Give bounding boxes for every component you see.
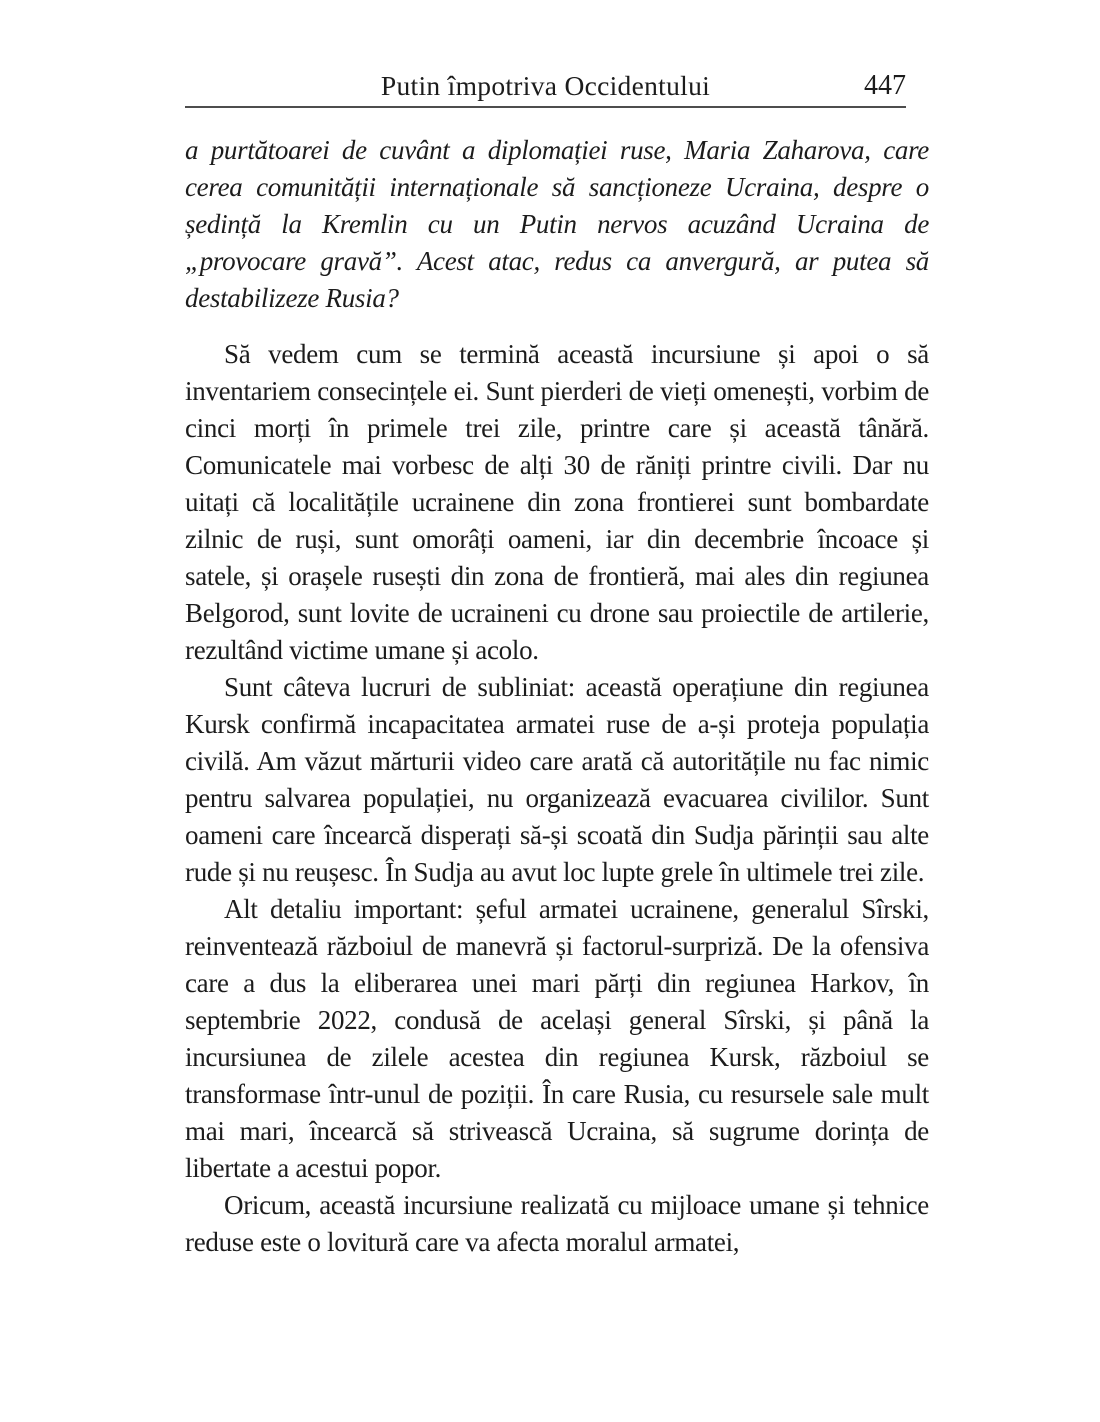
running-header (185, 70, 906, 108)
answer-paragraph-3: Alt detaliu important: șeful armatei ucrainene, generalul Sîrski, reinventează războiul de manevră și factorul-surpriză. De la ofensiva care a dus la eliberarea unei mari părți din regiunea Harkov, în septembrie 2022, condusă de același general Sîrski, și până la incursiunea de zilele acestea din regiunea Kursk, războiul se transformase într-unul de poziții. În care Rusia, cu resursele sale mult mai mari, încearcă să strivească Ucraina, să sugrume dorința de libertate a acestui popor. (185, 894, 929, 1183)
interview-question-paragraph: a purtătoarei de cuvânt a diplomației ruse, Maria Zaharova, care cerea comunității internaționale să sancționeze Ucraina, despre o ședință la Kremlin cu un Putin nervos acuzând Ucraina de „provocare gravă”. Acest atac, redus ca anvergură, ar putea să destabilizeze Rusia? (185, 135, 929, 313)
answer-paragraph-4: Oricum, această incursiune realizată cu mijloace umane și tehnice reduse este o lovitură care va afecta moralul armatei, (185, 1190, 929, 1257)
answer-paragraph-1: Să vedem cum se termină această incursiune și apoi o să inventariem consecințele ei. Sunt pierderi de vieți omenești, vorbim de cinci morți în primele trei zile, printre care și această tânără. Comunicatele mai vorbesc de alți 30 de răniți printre civili. Dar nu uitați că localitățile ucrainene din zona frontierei sunt bombardate zilnic de ruși, sunt omorâți oameni, iar din decembrie încoace și satele, și orașele rusești din zona de frontieră, mai ales din regiunea Belgorod, sunt lovite de ucraineni cu drone sau proiectile de artilerie, rezultând victime umane și acolo. (185, 339, 929, 665)
header-rule (185, 106, 906, 108)
running-title: Putin împotriva Occidentului (380, 70, 711, 101)
page-number: 447 (864, 70, 906, 101)
answer-paragraph-2: Sunt câteva lucruri de subliniat: această operațiune din regiunea Kursk confirmă incapacitatea armatei ruse de a-și proteja populația civilă. Am văzut mărturii video care arată că autoritățile nu fac nimic pentru salvarea populației, nu organizează evacuarea civililor. Sunt oameni care încearcă disperați să-și scoată din Sudja părinții sau alte rude și nu reușesc. În Sudja au avut loc lupte grele în ultimele trei zile. (185, 672, 929, 887)
page-body (185, 132, 929, 1261)
header-row (185, 70, 906, 102)
